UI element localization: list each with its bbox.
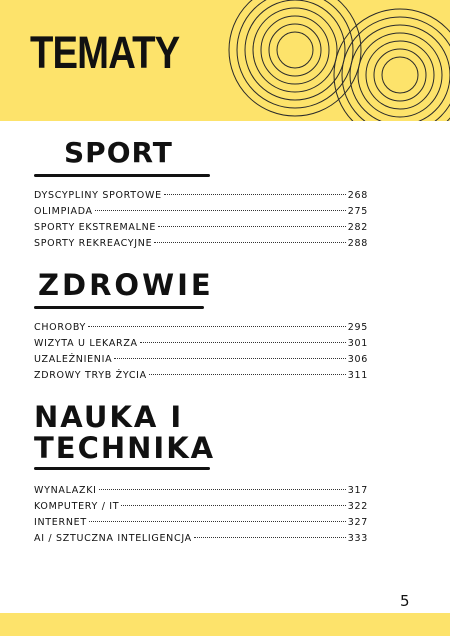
dot-leader — [114, 358, 345, 359]
entry-page: 288 — [347, 238, 368, 249]
entry-page: 282 — [347, 222, 368, 233]
toc-entry[interactable] — [34, 238, 368, 254]
entry-label: CHOROBY — [34, 322, 87, 333]
section-title-sport: SPORT — [64, 136, 173, 169]
entry-label: WYNALAZKI — [34, 485, 97, 496]
entry-page: 295 — [347, 322, 368, 333]
toc-entry[interactable] — [34, 322, 368, 338]
toc-entry[interactable] — [34, 517, 368, 533]
entry-label: UZALEŻNIENIA — [34, 354, 113, 365]
entry-page: 317 — [347, 485, 368, 496]
section-title-zdrowie: ZDROWIE — [38, 268, 214, 302]
entry-label: OLIMPIADA — [34, 206, 93, 217]
dot-leader — [89, 521, 346, 522]
dot-leader — [121, 505, 345, 506]
section-title-nauka — [34, 402, 215, 465]
page-title: TEMATY — [30, 27, 180, 78]
toc-entry[interactable] — [34, 354, 368, 370]
entry-label: WIZYTA U LEKARZA — [34, 338, 138, 349]
dot-leader — [88, 326, 346, 327]
entry-page: 306 — [347, 354, 368, 365]
title-underline — [34, 467, 210, 470]
toc-list-nauka — [34, 485, 368, 549]
section-title-line: TECHNIKA — [34, 431, 216, 466]
entry-page: 322 — [347, 501, 368, 512]
entry-page: 275 — [347, 206, 368, 217]
dot-leader — [158, 226, 346, 227]
entry-label: SPORTY EKSTREMALNE — [34, 222, 157, 233]
entry-label: SPORTY REKREACYJNE — [34, 238, 153, 249]
toc-entry[interactable] — [34, 206, 368, 222]
dot-leader — [164, 194, 346, 195]
dot-leader — [95, 210, 346, 211]
entry-label: AI / SZTUCZNA INTELIGENCJA — [34, 533, 192, 544]
dot-leader — [154, 242, 345, 243]
toc-entry[interactable] — [34, 370, 368, 386]
dot-leader — [99, 489, 346, 490]
section-title-line: NAUKA I — [34, 400, 184, 434]
concentric-arches-decoration — [210, 0, 450, 121]
toc-entry[interactable] — [34, 533, 368, 549]
entry-page: 301 — [347, 338, 368, 349]
entry-label: INTERNET — [34, 517, 87, 528]
header-banner — [0, 0, 450, 121]
toc-entry[interactable] — [34, 338, 368, 354]
dot-leader — [149, 374, 346, 375]
entry-page: 311 — [347, 370, 368, 381]
entry-label: DYSCYPLINY SPORTOWE — [34, 190, 162, 201]
title-underline — [34, 174, 210, 177]
title-underline — [34, 306, 204, 309]
entry-page: 268 — [347, 190, 368, 201]
entry-page: 333 — [347, 533, 368, 544]
toc-entry[interactable] — [34, 485, 368, 501]
entry-label: KOMPUTERY / IT — [34, 501, 120, 512]
dot-leader — [194, 537, 346, 538]
entry-label: ZDROWY TRYB ŻYCIA — [34, 370, 147, 381]
toc-entry[interactable] — [34, 190, 368, 206]
page-number: 5 — [400, 592, 410, 610]
toc-entry[interactable] — [34, 222, 368, 238]
entry-page: 327 — [347, 517, 368, 528]
dot-leader — [140, 342, 346, 343]
toc-list-zdrowie — [34, 322, 368, 386]
toc-list-sport — [34, 190, 368, 254]
footer-bar — [0, 613, 450, 636]
toc-entry[interactable] — [34, 501, 368, 517]
